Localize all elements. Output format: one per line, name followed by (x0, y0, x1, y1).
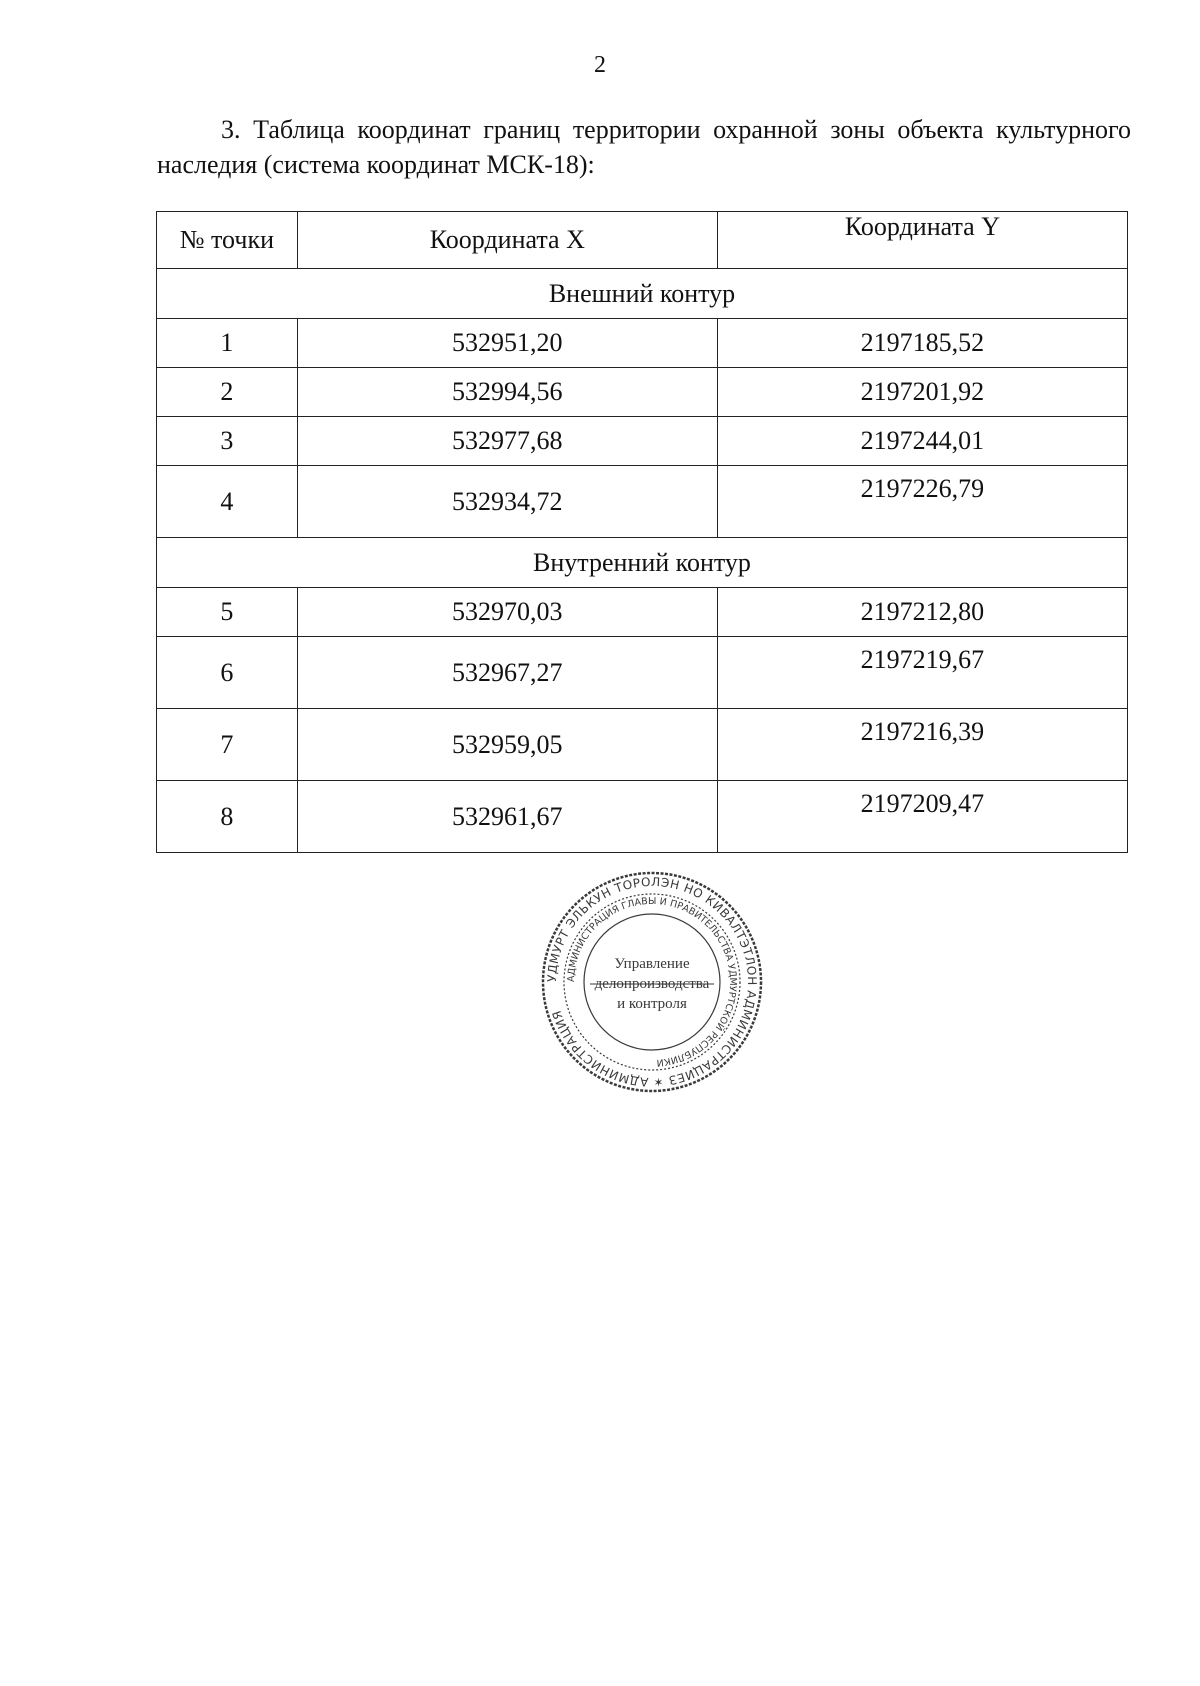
table-row (157, 781, 1128, 853)
point-number: 6 (157, 637, 298, 709)
seal-inner-ring-textpath: АДМИНИСТРАЦИЯ ГЛАВЫ И ПРАВИТЕЛЬСТВА УДМУРТСКОЙ РЕСПУБЛИКИ (565, 895, 739, 1068)
coordinate-y: 2197209,47 (717, 781, 1127, 853)
seal-outer-ring-textpath: УДМУРТ ЭЛЬКУН ТОРОЛЭН НО КИВАЛТЭТЛОН АДМИНИСТРАЦИЕЗ ✶ АДМИНИСТРАЦИЯ (544, 874, 760, 1090)
point-number: 7 (157, 709, 298, 781)
section-title-outer: Внешний контур (157, 269, 1128, 319)
section-title-inner: Внутренний контур (157, 538, 1128, 588)
coordinate-x: 532970,03 (297, 588, 717, 637)
header-coordinate-y: Координата Y (717, 212, 1127, 269)
point-number: 4 (157, 466, 298, 538)
table-row (157, 709, 1128, 781)
seal-center-line-3: и контроля (617, 996, 687, 1012)
table-header-row (157, 212, 1128, 269)
coordinate-x: 532967,27 (297, 637, 717, 709)
header-point-number: № точки (157, 212, 298, 269)
page-number: 2 (594, 52, 606, 78)
table-row (157, 368, 1128, 417)
point-number: 2 (157, 368, 298, 417)
header-coordinate-x: Координата X (297, 212, 717, 269)
paragraph-number: 3. (221, 115, 241, 144)
coordinate-y: 2197216,39 (717, 709, 1127, 781)
table-row (157, 417, 1128, 466)
coordinate-x: 532951,20 (297, 319, 717, 368)
coordinate-y: 2197226,79 (717, 466, 1127, 538)
seal-graphic (540, 870, 764, 1094)
coordinate-y: 2197212,80 (717, 588, 1127, 637)
coordinate-y: 2197185,52 (717, 319, 1127, 368)
table-row (157, 319, 1128, 368)
intro-paragraph (157, 112, 1131, 182)
coordinate-x: 532959,05 (297, 709, 717, 781)
table-row (157, 637, 1128, 709)
point-number: 1 (157, 319, 298, 368)
coordinates-table (156, 211, 1128, 853)
point-number: 3 (157, 417, 298, 466)
point-number: 5 (157, 588, 298, 637)
seal-center-line-2: делопроизводства (594, 976, 710, 992)
coordinate-x: 532994,56 (297, 368, 717, 417)
section-row-outer (157, 269, 1128, 319)
paragraph-text: Таблица координат границ территории охранной зоны объекта культурного наследия (система координат МСК-18): (157, 115, 1132, 179)
official-seal (540, 870, 764, 1094)
coordinate-y: 2197201,92 (717, 368, 1127, 417)
coordinate-x: 532977,68 (297, 417, 717, 466)
coordinate-y: 2197219,67 (717, 637, 1127, 709)
point-number: 8 (157, 781, 298, 853)
coordinate-y: 2197244,01 (717, 417, 1127, 466)
section-row-inner (157, 538, 1128, 588)
coordinate-x: 532961,67 (297, 781, 717, 853)
coordinate-x: 532934,72 (297, 466, 717, 538)
seal-center-line-1: Управление (614, 956, 690, 972)
table-row (157, 466, 1128, 538)
table-row (157, 588, 1128, 637)
